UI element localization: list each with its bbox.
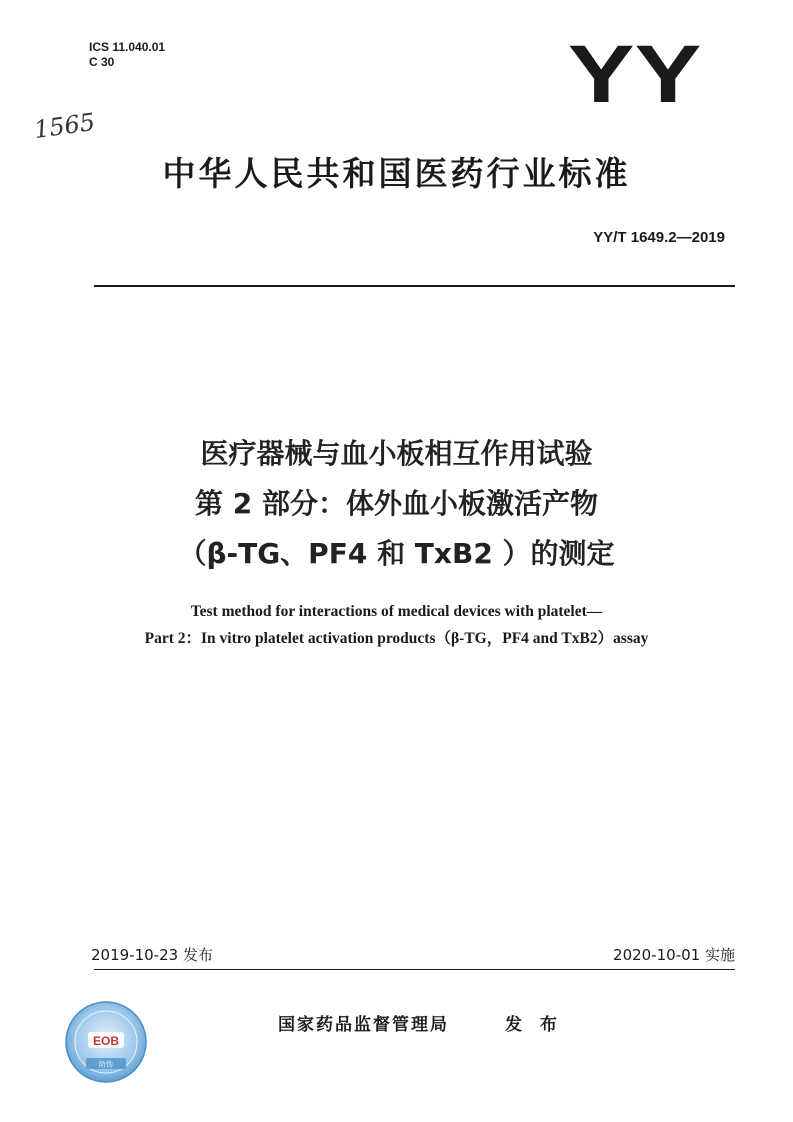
svg-text:EOB: EOB	[92, 1034, 120, 1048]
issuer-action: 发 布	[505, 1015, 563, 1035]
title-cn-line-2: 第 2 部分：体外血小板激活产物	[195, 487, 598, 520]
standard-code: YY/T 1649.2—2019	[593, 229, 725, 246]
ccs-line: C 30	[89, 55, 115, 69]
anti-counterfeit-seal-icon	[64, 1000, 148, 1084]
ics-code	[89, 40, 165, 70]
bottom-divider	[94, 969, 735, 970]
title-en-line-2: Part 2：In vitro platelet activation products（β-TG，PF4 and TxB2）assay	[144, 630, 649, 647]
implement-date: 2020-10-01 实施	[613, 946, 735, 964]
title-cn-line-3: （β-TG、PF4 和 TxB2 ）的测定	[178, 537, 615, 570]
title-cn-line-1: 医疗器械与血小板相互作用试验	[200, 437, 593, 470]
standard-mark: YY	[567, 29, 701, 120]
handwritten-note: 1565	[32, 107, 97, 145]
standard-category-title: 中华人民共和国医药行业标准	[162, 154, 631, 193]
top-divider	[94, 285, 735, 287]
issuer-name: 国家药品监督管理局	[278, 1015, 449, 1035]
release-date: 2019-10-23 发布	[91, 946, 213, 964]
title-en-line-1: Test method for interactions of medical devices with platelet—	[190, 603, 603, 620]
ics-line: ICS 11.040.01	[89, 40, 166, 54]
seal-label: 防伪	[99, 1060, 113, 1069]
